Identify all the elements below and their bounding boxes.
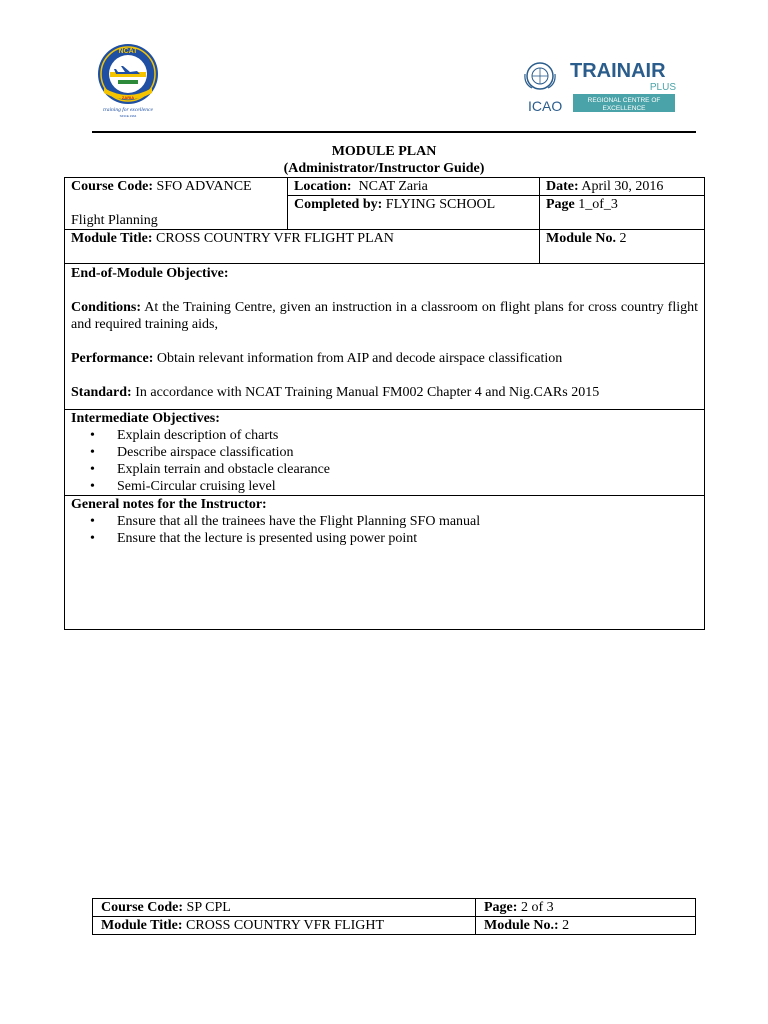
module-no-value: 2 bbox=[616, 231, 627, 246]
end-of-module-objective-label: End-of-Module Objective: bbox=[71, 266, 229, 281]
standard-label: Standard: bbox=[71, 385, 132, 400]
module-no-cell bbox=[540, 230, 705, 264]
footer-module-title-label: Module Title: bbox=[101, 918, 183, 933]
footer-course-code-cell bbox=[93, 899, 476, 917]
module-title-value: CROSS COUNTRY VFR FLIGHT PLAN bbox=[152, 231, 394, 246]
standard-text: In accordance with NCAT Training Manual FM002 Chapter 4 and Nig.CARs 2015 bbox=[131, 385, 600, 400]
table-row bbox=[65, 264, 705, 410]
conditions-paragraph bbox=[71, 299, 698, 333]
list-item: • Explain terrain and obstacle clearance bbox=[117, 461, 698, 478]
ncat-logo-tagline: training for excellence bbox=[103, 107, 153, 113]
icao-wordmark: ICAO bbox=[528, 98, 563, 114]
location-value: NCAT Zaria bbox=[351, 179, 428, 194]
intermediate-objectives-list bbox=[71, 427, 698, 495]
list-item: • Ensure that all the trainees have the Flight Planning SFO manual bbox=[117, 513, 698, 530]
ncat-logo-since: SINCE 1964 bbox=[119, 114, 137, 118]
date-value: April 30, 2016 bbox=[578, 179, 664, 194]
footer-course-code-value: SP CPL bbox=[183, 900, 231, 915]
date-label: Date: bbox=[546, 179, 579, 194]
table-row bbox=[65, 410, 705, 496]
footer-module-title-cell bbox=[93, 917, 476, 935]
course-name: Flight Planning bbox=[71, 213, 158, 228]
footer-page-label: Page: bbox=[484, 900, 518, 915]
table-row bbox=[65, 230, 705, 264]
trainair-plus-logo bbox=[520, 58, 682, 116]
list-item: • Semi-Circular cruising level bbox=[117, 478, 698, 495]
ncat-logo-zaria: ZARIA bbox=[121, 95, 135, 100]
trainair-wordmark: TRAINAIR bbox=[570, 60, 666, 82]
footer-table bbox=[92, 898, 696, 935]
list-item: • Ensure that the lecture is presented using power point bbox=[117, 530, 698, 547]
plus-wordmark: PLUS bbox=[649, 82, 676, 93]
footer-page-value: 2 of 3 bbox=[517, 900, 554, 915]
conditions-label: Conditions: bbox=[71, 300, 142, 315]
table-row bbox=[65, 178, 705, 196]
instructor-notes-label: General notes for the Instructor: bbox=[71, 497, 267, 512]
ncat-logo-text: NCAT bbox=[118, 48, 138, 55]
completed-by-label: Completed by: bbox=[294, 197, 383, 212]
ncat-logo bbox=[90, 42, 166, 120]
intermediate-objectives-cell bbox=[65, 410, 705, 496]
header-divider bbox=[92, 131, 696, 133]
footer-page-cell bbox=[476, 899, 696, 917]
icao-emblem-icon bbox=[525, 63, 555, 89]
conditions-text: At the Training Centre, given an instruction in a classroom on flight plans for cross country flight and required training aids, bbox=[71, 300, 698, 332]
module-title-label: Module Title: bbox=[71, 231, 153, 246]
location-label: Location: bbox=[294, 179, 352, 194]
document-subtitle: (Administrator/Instructor Guide) bbox=[283, 161, 485, 176]
performance-paragraph bbox=[71, 350, 698, 367]
footer-module-no-label: Module No.: bbox=[484, 918, 559, 933]
end-of-module-objective-cell bbox=[65, 264, 705, 410]
page-value: 1_of_3 bbox=[574, 197, 618, 212]
list-item: • Explain description of charts bbox=[117, 427, 698, 444]
list-item: • Describe airspace classification bbox=[117, 444, 698, 461]
standard-paragraph bbox=[71, 384, 698, 401]
performance-text: Obtain relevant information from AIP and decode airspace classification bbox=[153, 351, 563, 366]
table-row bbox=[65, 496, 705, 630]
module-plan-table bbox=[64, 177, 705, 630]
footer-course-code-label: Course Code: bbox=[101, 900, 184, 915]
module-title-cell bbox=[65, 230, 540, 264]
instructor-notes-cell bbox=[65, 496, 705, 630]
document-title: MODULE PLAN bbox=[331, 144, 437, 159]
footer-module-no-value: 2 bbox=[558, 918, 570, 933]
footer-module-no-cell bbox=[476, 917, 696, 935]
course-code-label: Course Code: bbox=[71, 179, 154, 194]
footer-module-title-value: CROSS COUNTRY VFR FLIGHT bbox=[182, 918, 385, 933]
instructor-notes-list bbox=[71, 513, 698, 547]
rce-line-1: REGIONAL CENTRE OF bbox=[587, 97, 661, 104]
intermediate-objectives-label: Intermediate Objectives: bbox=[71, 411, 220, 426]
performance-label: Performance: bbox=[71, 351, 154, 366]
location-cell bbox=[288, 178, 540, 196]
course-code-cell bbox=[65, 178, 288, 230]
completed-by-cell bbox=[288, 196, 540, 230]
page-label: Page bbox=[546, 197, 575, 212]
rce-line-2: EXCELLENCE bbox=[602, 105, 646, 112]
date-cell bbox=[540, 178, 705, 196]
module-no-label: Module No. bbox=[546, 231, 616, 246]
table-row bbox=[93, 899, 696, 917]
course-code-value: SFO ADVANCE bbox=[153, 179, 252, 194]
table-row bbox=[93, 917, 696, 935]
page-cell bbox=[540, 196, 705, 230]
completed-by-value: FLYING SCHOOL bbox=[382, 197, 496, 212]
ncat-logo-green-band bbox=[118, 80, 138, 84]
